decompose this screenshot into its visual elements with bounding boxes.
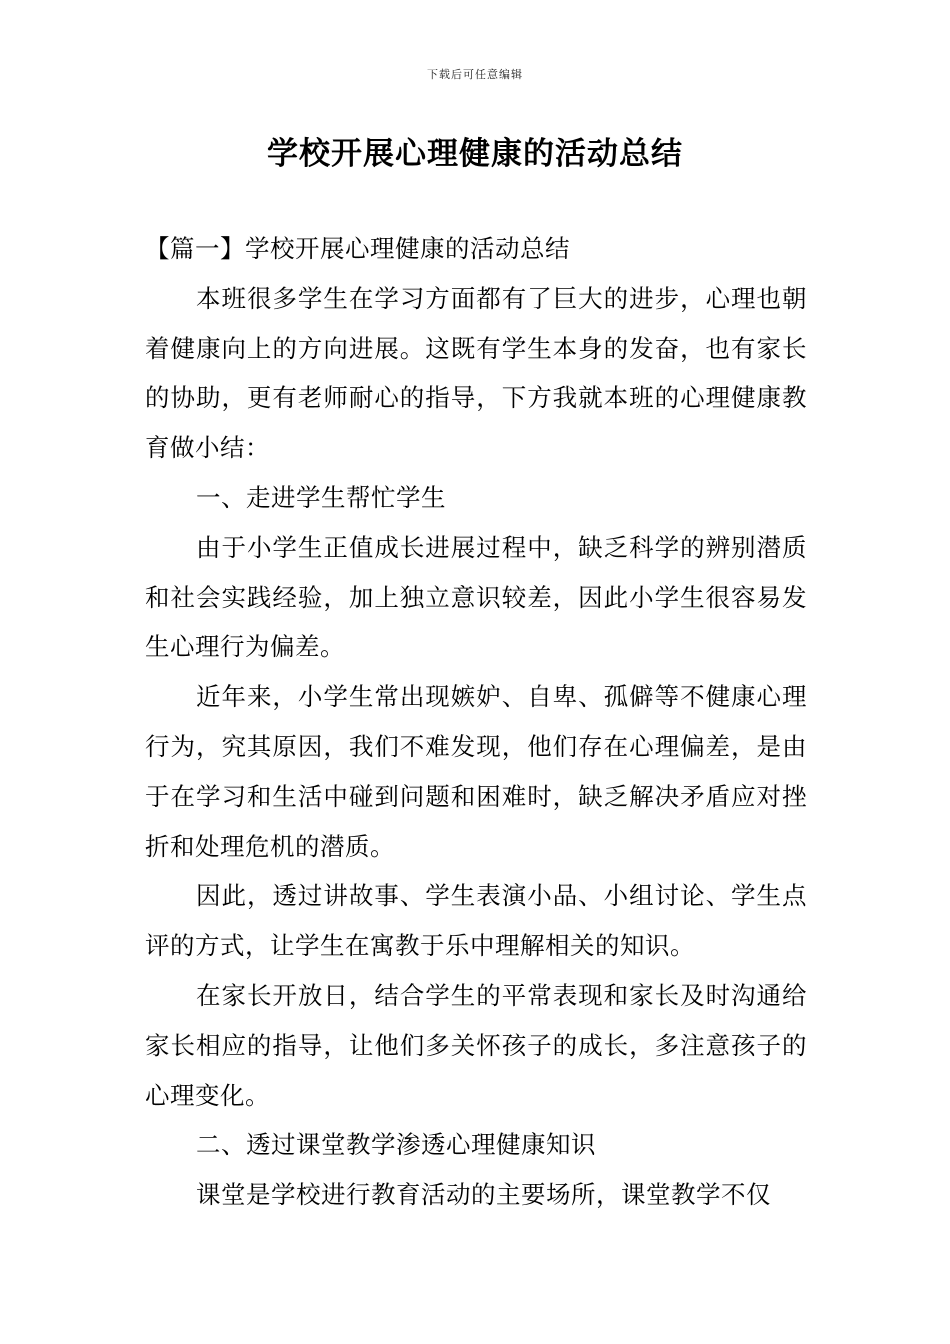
paragraph: 近年来，小学生常出现嫉妒、自卑、孤僻等不健康心理行为，究其原因，我们不难发现，他们存在心理偏差，是由于在学习和生活中碰到问题和困难时，缺乏解决矛盾应对挫折和处理危机的潜质。 [145,682,807,861]
paragraph: 课堂是学校进行教育活动的主要场所，课堂教学不仅 [196,1180,771,1210]
paragraph: 在家长开放日，结合学生的平常表现和家长及时沟通给家长相应的指导，让他们多关怀孩子的成长，多注意孩子的心理变化。 [145,980,807,1110]
paragraph: 因此，透过讲故事、学生表演小品、小组讨论、学生点评的方式，让学生在寓教于乐中理解相关的知识。 [145,881,807,961]
page-header-note: 下载后可任意编辑 [427,68,523,81]
document-body [145,224,807,1220]
subheading-two: 二、透过课堂教学渗透心理健康知识 [196,1130,596,1160]
document-title: 学校开展心理健康的活动总结 [267,136,683,172]
section-heading: 【篇一】学校开展心理健康的活动总结 [145,234,570,263]
paragraph: 由于小学生正值成长进展过程中，缺乏科学的辨别潜质和社会实践经验，加上独立意识较差，因此小学生很容易发生心理行为偏差。 [145,532,807,662]
subheading-one: 一、走进学生帮忙学生 [196,482,446,512]
paragraph-intro: 本班很多学生在学习方面都有了巨大的进步，心理也朝着健康向上的方向进展。这既有学生本身的发奋，也有家长的协助，更有老师耐心的指导，下方我就本班的心理健康教育做小结： [145,283,807,463]
